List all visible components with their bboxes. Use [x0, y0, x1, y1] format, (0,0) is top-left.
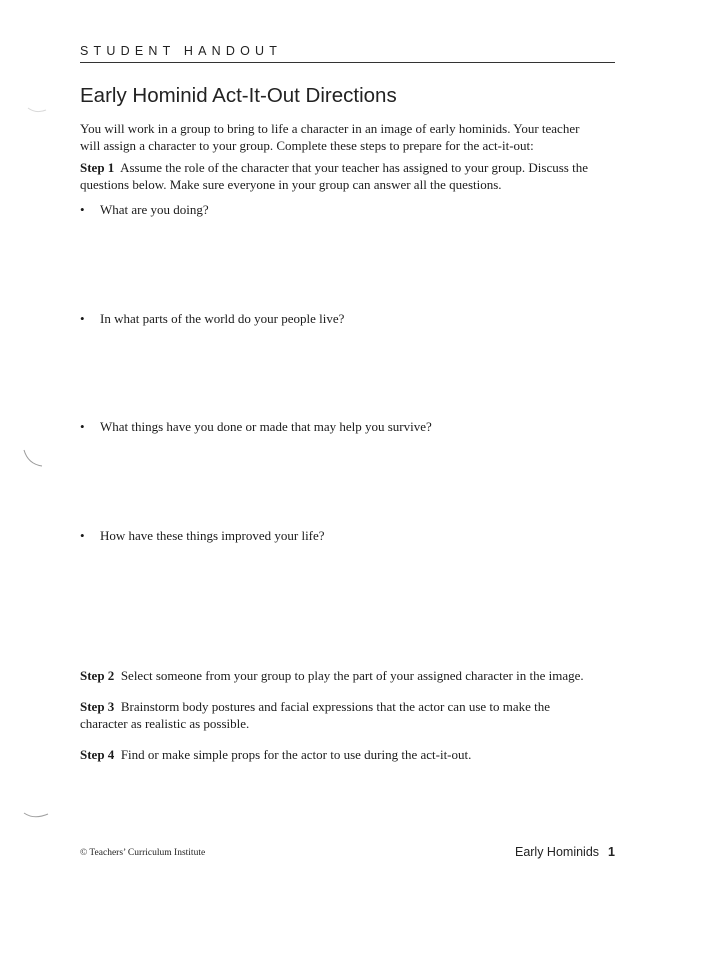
question-2-text: In what parts of the world do your people live? — [100, 311, 345, 326]
question-4 — [80, 527, 325, 544]
question-4-text: How have these things improved your life? — [100, 528, 325, 543]
step-3 — [80, 698, 580, 732]
footer-section-title: Early Hominids — [514, 845, 600, 859]
step-3-text: Brainstorm body postures and facial expressions that the actor can use to make the character as realistic as possible. — [80, 699, 551, 731]
step-4 — [80, 746, 610, 763]
handout-header-label: STUDENT HANDOUT — [80, 44, 283, 58]
bullet-icon: • — [80, 202, 85, 217]
step-2 — [80, 667, 610, 684]
question-1-text: What are you doing? — [100, 202, 209, 217]
step-4-label: Step 4 — [80, 747, 115, 762]
binder-hole-mark-middle — [24, 450, 42, 466]
question-2 — [80, 310, 344, 327]
question-1 — [80, 201, 209, 218]
page-number: 1 — [608, 845, 615, 859]
step-3-label: Step 3 — [80, 699, 115, 714]
question-3 — [80, 418, 432, 435]
step-2-text: Select someone from your group to play the part of your assigned character in the image. — [120, 668, 584, 683]
binder-hole-mark-top — [28, 108, 46, 112]
binder-hole-mark-bottom — [24, 813, 48, 817]
bullet-icon: • — [80, 311, 85, 326]
step-1-label: Step 1 — [80, 160, 115, 175]
binder-hole-marks — [0, 0, 60, 970]
header-rule — [80, 62, 615, 63]
step-1 — [80, 159, 610, 193]
footer-copyright: © Teachers’ Curriculum Institute — [80, 848, 206, 858]
step-1-text: Assume the role of the character that your teacher has assigned to your group. Discuss the questions below. Make sure everyone in your group can answer all the questions. — [80, 160, 588, 192]
footer-section — [470, 845, 615, 859]
step-2-label: Step 2 — [80, 668, 115, 683]
page-title: Early Hominid Act-It-Out Directions — [80, 84, 397, 107]
intro-paragraph: You will work in a group to bring to life a character in an image of early hominids. Your teacher will assign a character to your group. Complete these steps to prepare for the act-it-out: — [80, 121, 580, 153]
step-4-text: Find or make simple props for the actor to use during the act-it-out. — [120, 747, 472, 762]
question-3-text: What things have you done or made that may help you survive? — [100, 419, 432, 434]
bullet-icon: • — [80, 528, 85, 543]
bullet-icon: • — [80, 419, 85, 434]
